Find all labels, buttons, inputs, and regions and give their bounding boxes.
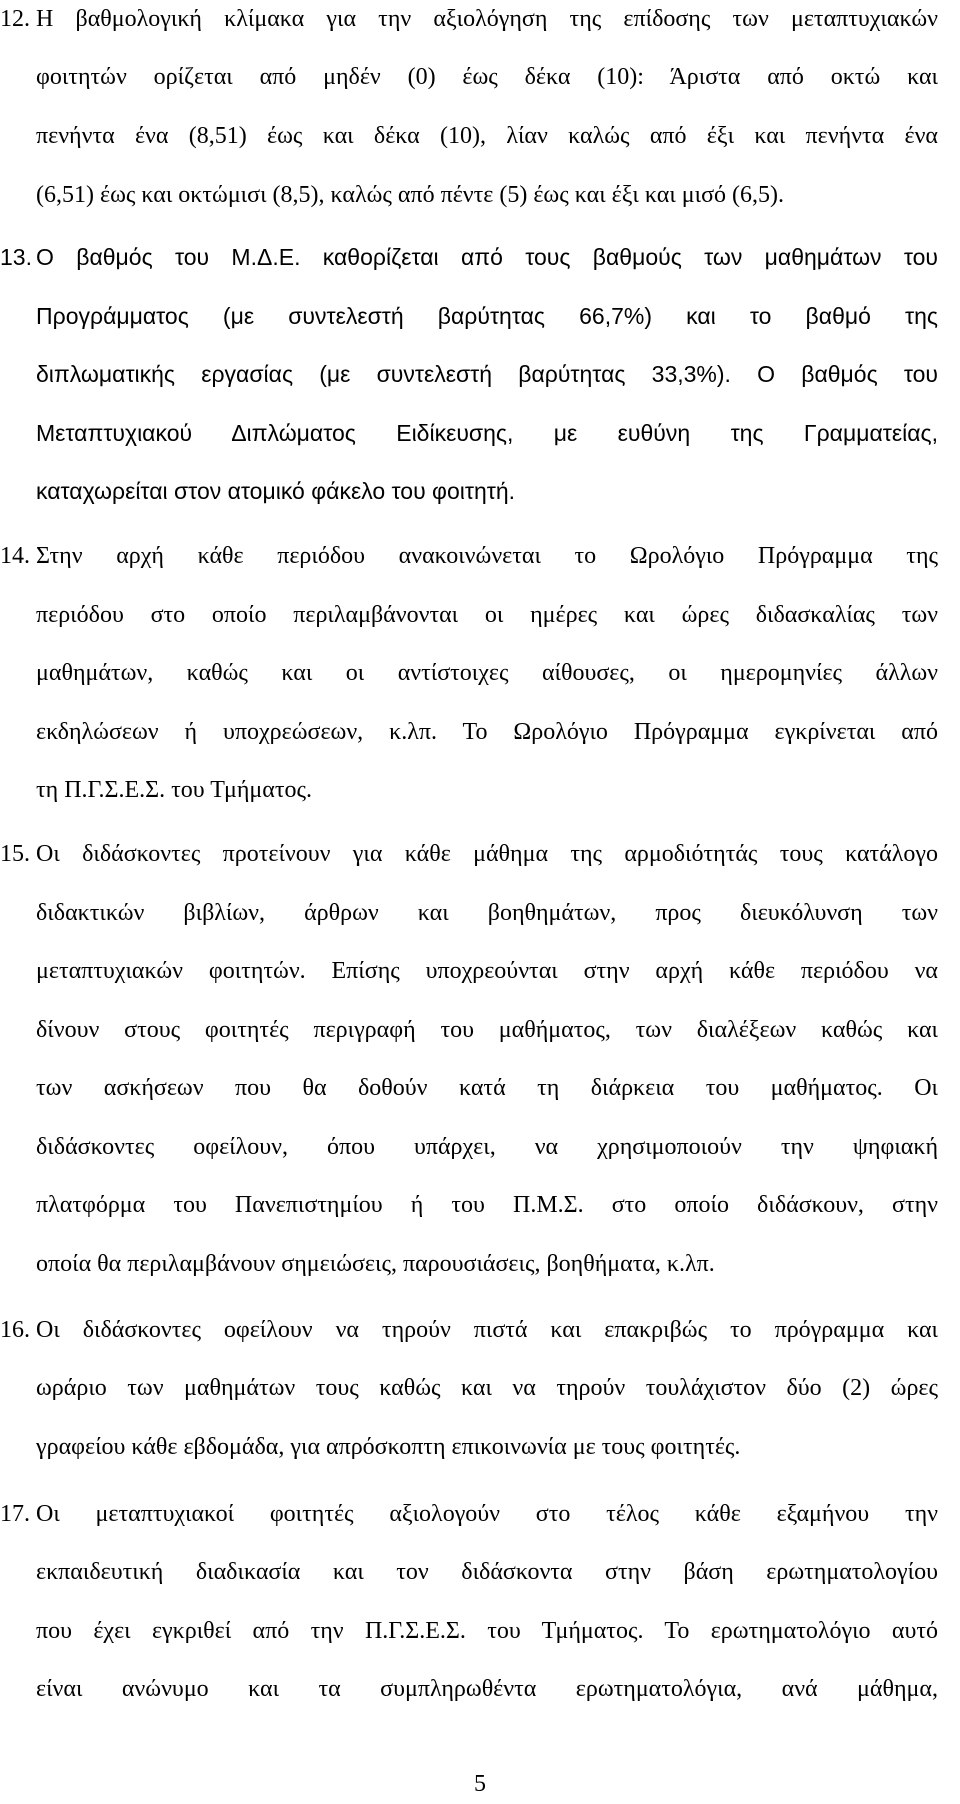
paragraph-line: πενήντα ένα (8,51) έως και δέκα (10), λίαν καλώς από έξι και πενήντα ένα <box>36 123 938 149</box>
paragraph-line: που έχει εγκριθεί από την Π.Γ.Σ.Ε.Σ. του Τμήματος. Το ερωτηματολόγιο αυτό <box>36 1618 938 1644</box>
paragraph-line: δίνουν στους φοιτητές περιγραφή του μαθήματος, των διαλέξεων καθώς και <box>36 1017 938 1043</box>
page-number: 5 <box>474 1771 486 1797</box>
paragraph-line: διδάσκοντες οφείλουν, όπου υπάρχει, να χρησιμοποιούν την ψηφιακή <box>36 1134 938 1160</box>
paragraph-line: Στην αρχή κάθε περιόδου ανακοινώνεται το Ωρολόγιο Πρόγραμμα της <box>36 543 938 569</box>
paragraph-12 <box>0 0 938 228</box>
paragraph-line: Οι διδάσκοντες οφείλουν να τηρούν πιστά και επακριβώς το πρόγραμμα και <box>36 1317 938 1343</box>
paragraph-line: Μεταπτυχιακού Διπλώματος Ειδίκευσης, με ευθύνη της Γραμματείας, <box>36 420 938 446</box>
paragraph-line: περιόδου στο οποίο περιλαμβάνονται οι ημέρες και ώρες διδασκαλίας των <box>36 602 938 628</box>
paragraph-16 <box>0 1316 938 1487</box>
paragraph-line: φοιτητών ορίζεται από μηδέν (0) έως δέκα (10): Άριστα από οκτώ και <box>36 64 938 90</box>
paragraph-line: καταχωρείται στον ατομικό φάκελο του φοιτητή. <box>36 478 516 504</box>
paragraph-line: τη Π.Γ.Σ.Ε.Σ. του Τμήματος. <box>36 777 312 803</box>
paragraph-line: οποία θα περιλαμβάνουν σημειώσεις, παρουσιάσεις, βοηθήματα, κ.λπ. <box>36 1251 715 1277</box>
paragraph-line: μεταπτυχιακών φοιτητών. Επίσης υποχρεούνται στην αρχή κάθε περιόδου να <box>36 958 938 984</box>
paragraph-number: 14. <box>0 543 30 569</box>
paragraph-line: είναι ανώνυμο και τα συμπληρωθέντα ερωτηματολόγια, ανά μάθημα, <box>36 1676 938 1702</box>
paragraph-number: 15. <box>0 841 30 867</box>
paragraph-17 <box>0 1500 938 1728</box>
paragraph-line: διδακτικών βιβλίων, άρθρων και βοηθημάτων, προς διευκόλυνση των <box>36 900 938 926</box>
paragraph-line: Οι διδάσκοντες προτείνουν για κάθε μάθημα της αρμοδιότητάς τους κατάλογο <box>36 841 938 867</box>
paragraph-14 <box>0 542 938 827</box>
paragraph-line: εκδηλώσεων ή υποχρεώσεων, κ.λπ. Το Ωρολόγιο Πρόγραμμα εγκρίνεται από <box>36 719 938 745</box>
paragraph-line: Ο βαθμός του Μ.Δ.Ε. καθορίζεται από τους βαθμούς των μαθημάτων του <box>36 244 938 270</box>
paragraph-line: μαθημάτων, καθώς και οι αντίστοιχες αίθουσες, οι ημερομηνίες άλλων <box>36 660 938 686</box>
paragraph-line: Η βαθμολογική κλίμακα για την αξιολόγηση της επίδοσης των μεταπτυχιακών <box>36 6 938 32</box>
paragraph-line: Οι μεταπτυχιακοί φοιτητές αξιολογούν στο τέλος κάθε εξαμήνου την <box>36 1501 938 1527</box>
paragraph-number: 17. <box>0 1501 30 1527</box>
paragraph-line: Προγράμματος (με συντελεστή βαρύτητας 66,7%) και το βαθμό της <box>36 303 938 329</box>
paragraph-line: ωράριο των μαθημάτων τους καθώς και να τηρούν τουλάχιστον δύο (2) ώρες <box>36 1375 938 1401</box>
paragraph-number: 13. <box>0 244 32 270</box>
paragraph-line: πλατφόρμα του Πανεπιστημίου ή του Π.Μ.Σ. στο οποίο διδάσκουν, στην <box>36 1192 938 1218</box>
paragraph-line: γραφείου κάθε εβδομάδα, για απρόσκοπτη επικοινωνία με τους φοιτητές. <box>36 1434 741 1460</box>
paragraph-line: (6,51) έως και οκτώμισι (8,5), καλώς από πέντε (5) έως και έξι και μισό (6,5). <box>36 182 785 208</box>
paragraph-15 <box>0 840 938 1296</box>
paragraph-line: των ασκήσεων που θα δοθούν κατά τη διάρκεια του μαθήματος. Οι <box>36 1075 938 1101</box>
paragraph-number: 12. <box>0 6 30 32</box>
paragraph-13 <box>0 243 938 528</box>
paragraph-number: 16. <box>0 1317 30 1343</box>
paragraph-line: εκπαιδευτική διαδικασία και τον διδάσκοντα στην βάση ερωτηματολογίου <box>36 1559 938 1585</box>
paragraph-line: διπλωματικής εργασίας (με συντελεστή βαρύτητας 33,3%). Ο βαθμός του <box>36 361 938 387</box>
